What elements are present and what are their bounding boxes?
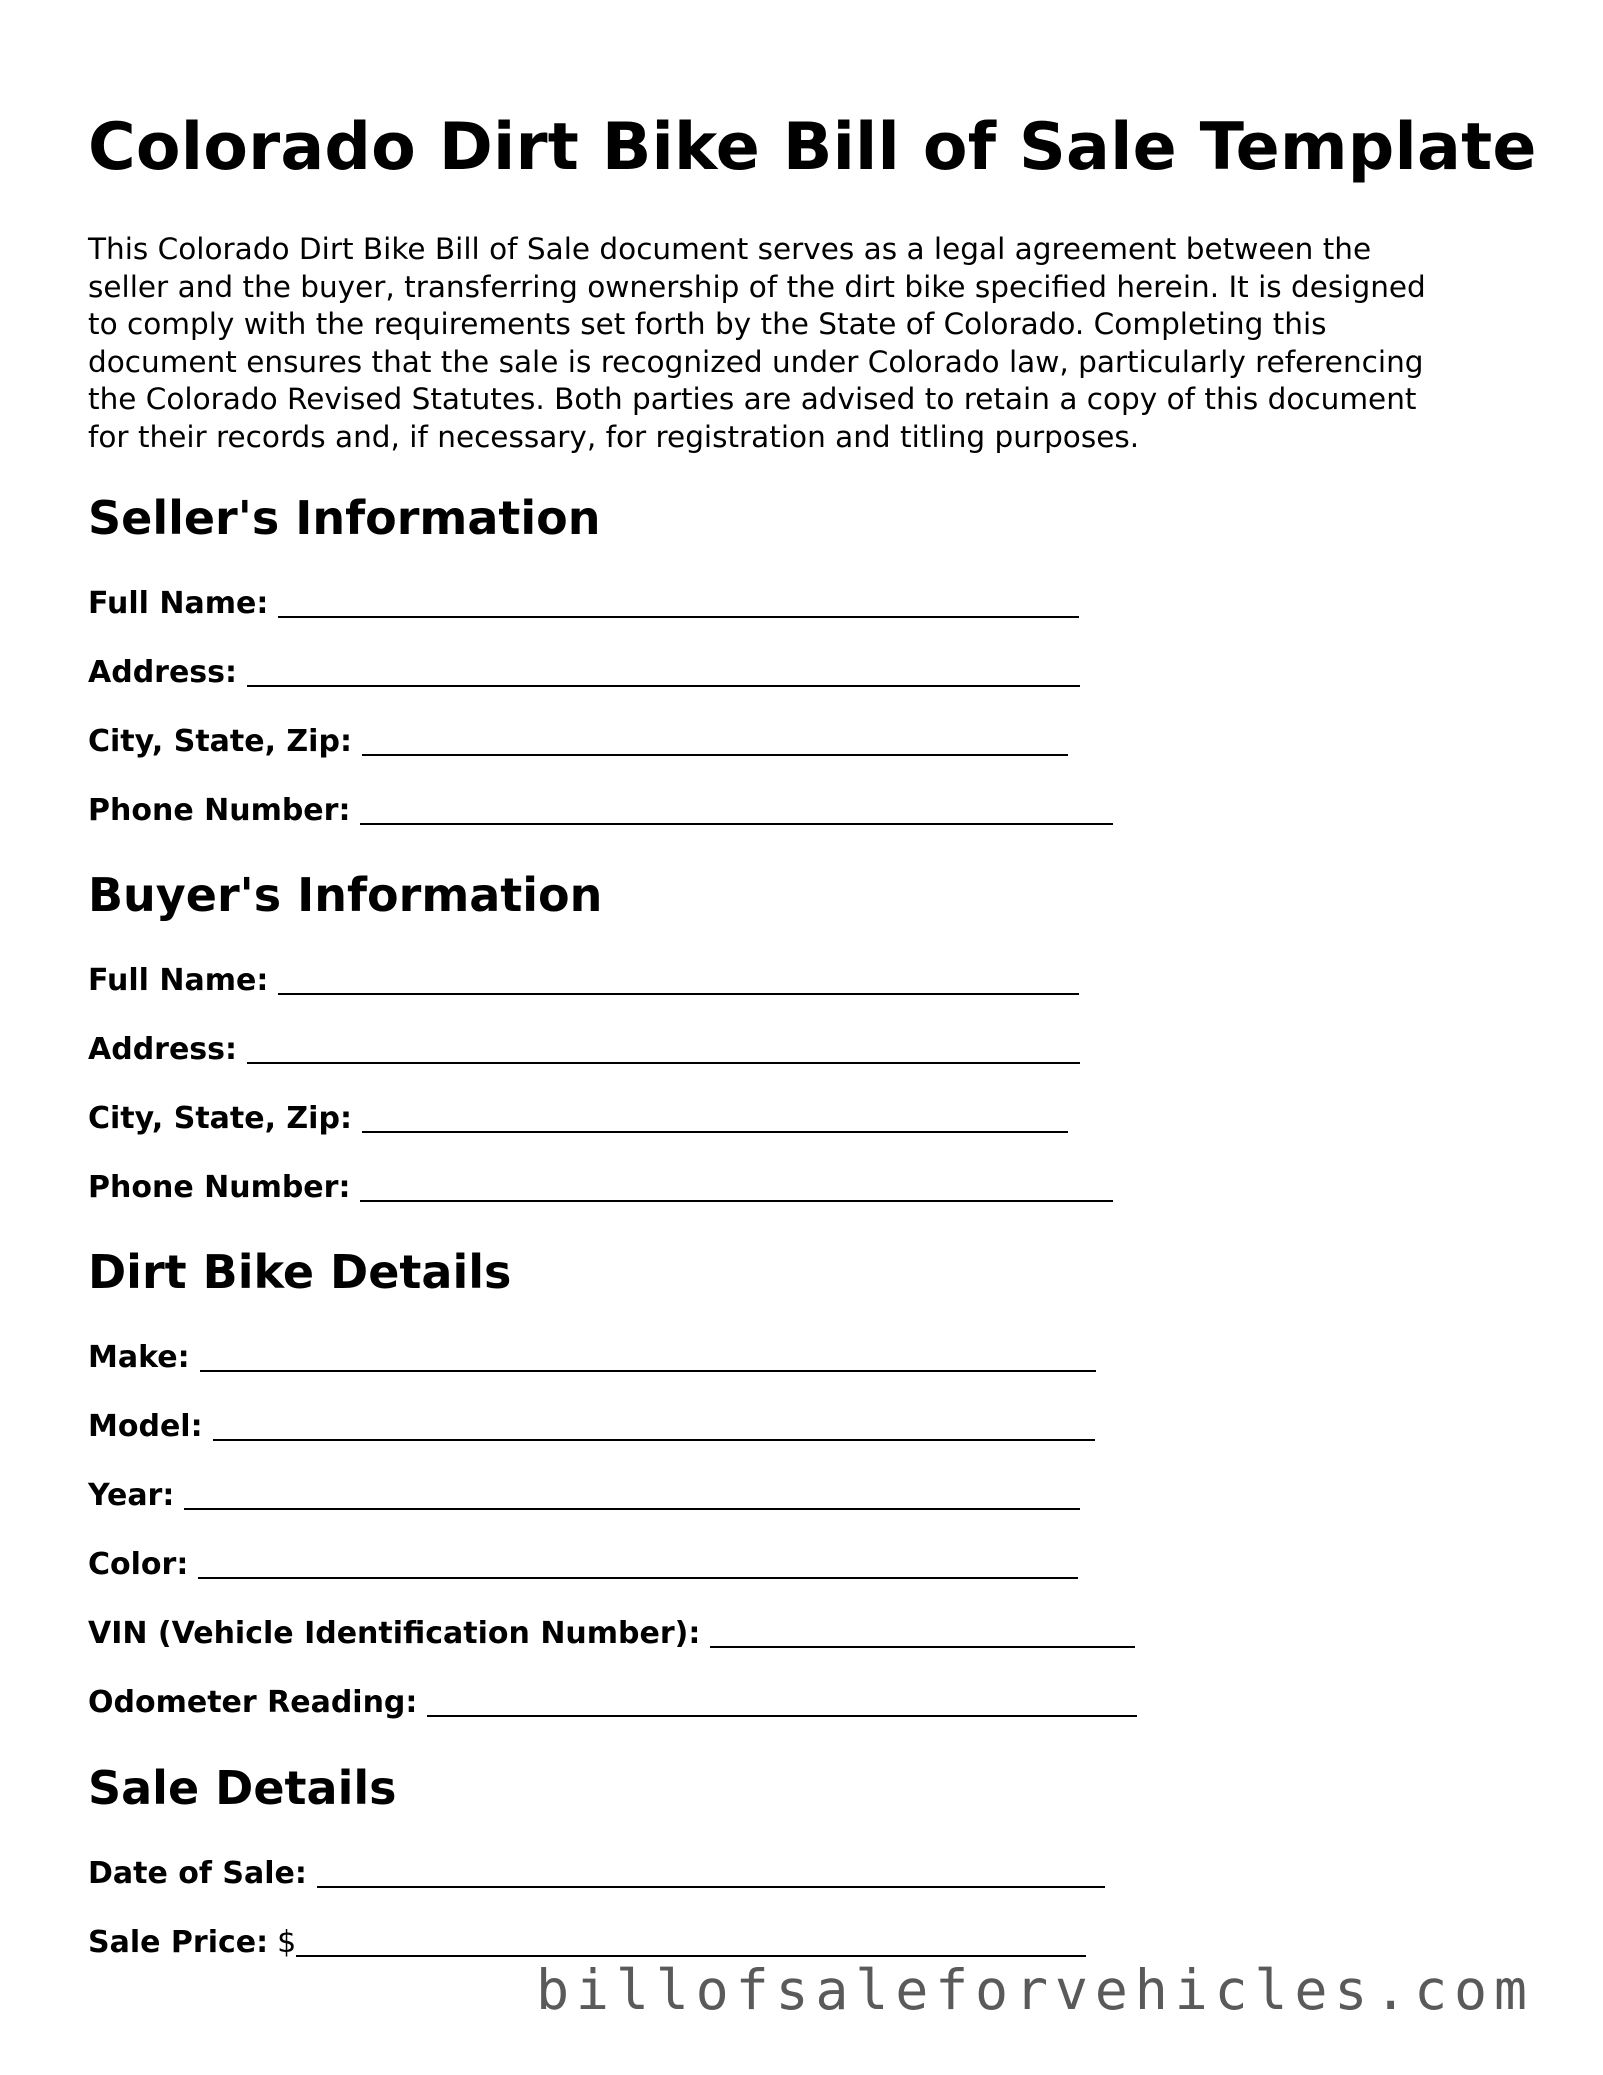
sale-date-field	[88, 1854, 1105, 1894]
seller-address-field	[88, 653, 1080, 693]
bike-section-heading: Dirt Bike Details	[88, 1245, 512, 1299]
bike-model-blank[interactable]	[213, 1439, 1095, 1441]
buyer-full-name-blank[interactable]	[278, 993, 1079, 995]
seller-section-heading: Seller's Information	[88, 491, 601, 545]
buyer-address-blank[interactable]	[247, 1062, 1080, 1064]
seller-address-blank[interactable]	[247, 685, 1080, 687]
bike-year-label: Year:	[88, 1478, 175, 1513]
bike-color-field	[88, 1545, 1078, 1585]
seller-city-state-zip-blank[interactable]	[362, 754, 1068, 756]
buyer-phone-field	[88, 1168, 1113, 1208]
sale-date-label: Date of Sale:	[88, 1856, 307, 1891]
bike-year-field	[88, 1476, 1080, 1516]
intro-line: the Colorado Revised Statutes. Both parties are advised to retain a copy of this document	[88, 382, 1417, 416]
intro-line: document ensures that the sale is recognized under Colorado law, particularly referencing	[88, 344, 1424, 379]
bike-odometer-blank[interactable]	[427, 1715, 1137, 1717]
bike-year-blank[interactable]	[184, 1508, 1080, 1510]
intro-line: to comply with the requirements set forth by the State of Colorado. Completing this	[88, 307, 1327, 341]
sale-date-blank[interactable]	[317, 1886, 1105, 1888]
bike-odometer-label: Odometer Reading:	[88, 1685, 418, 1720]
buyer-phone-blank[interactable]	[360, 1200, 1113, 1202]
seller-city-state-zip-field	[88, 722, 1068, 762]
seller-city-state-zip-label: City, State, Zip:	[88, 724, 352, 759]
seller-full-name-label: Full Name:	[88, 586, 269, 621]
buyer-address-label: Address:	[88, 1032, 238, 1067]
dollar-sign: $	[277, 1925, 297, 1960]
sale-section-heading: Sale Details	[88, 1761, 397, 1815]
buyer-full-name-field	[88, 961, 1079, 1001]
buyer-city-state-zip-label: City, State, Zip:	[88, 1101, 352, 1136]
bike-make-blank[interactable]	[200, 1370, 1096, 1372]
intro-paragraph	[88, 231, 1528, 456]
seller-phone-label: Phone Number:	[88, 793, 351, 828]
buyer-city-state-zip-blank[interactable]	[362, 1131, 1068, 1133]
intro-line: seller and the buyer, transferring ownership of the dirt bike specified herein. It is designed	[88, 269, 1426, 304]
seller-phone-field	[88, 791, 1113, 831]
seller-address-label: Address:	[88, 655, 238, 690]
bike-vin-field	[88, 1614, 1135, 1654]
bike-odometer-field	[88, 1683, 1137, 1723]
document-title: Colorado Dirt Bike Bill of Sale Template	[88, 110, 1537, 185]
buyer-phone-label: Phone Number:	[88, 1170, 351, 1205]
bike-model-label: Model:	[88, 1409, 203, 1444]
bike-color-blank[interactable]	[198, 1577, 1078, 1579]
seller-full-name-blank[interactable]	[278, 616, 1079, 618]
bike-vin-label: VIN (Vehicle Identification Number):	[88, 1616, 701, 1651]
bike-vin-blank[interactable]	[710, 1646, 1135, 1648]
intro-line: This Colorado Dirt Bike Bill of Sale document serves as a legal agreement between the	[88, 232, 1372, 266]
bike-color-label: Color:	[88, 1547, 189, 1582]
buyer-address-field	[88, 1030, 1080, 1070]
bike-make-field	[88, 1338, 1096, 1378]
seller-phone-blank[interactable]	[360, 823, 1113, 825]
intro-line: for their records and, if necessary, for registration and titling purposes.	[88, 419, 1140, 454]
bike-make-label: Make:	[88, 1340, 190, 1375]
seller-full-name-field	[88, 584, 1079, 624]
buyer-city-state-zip-field	[88, 1099, 1068, 1139]
sale-price-label: Sale Price:	[88, 1925, 269, 1960]
buyer-full-name-label: Full Name:	[88, 963, 269, 998]
bike-model-field	[88, 1407, 1095, 1447]
site-watermark: billofsaleforvehicles.com	[536, 1958, 1534, 2022]
buyer-section-heading: Buyer's Information	[88, 868, 603, 922]
